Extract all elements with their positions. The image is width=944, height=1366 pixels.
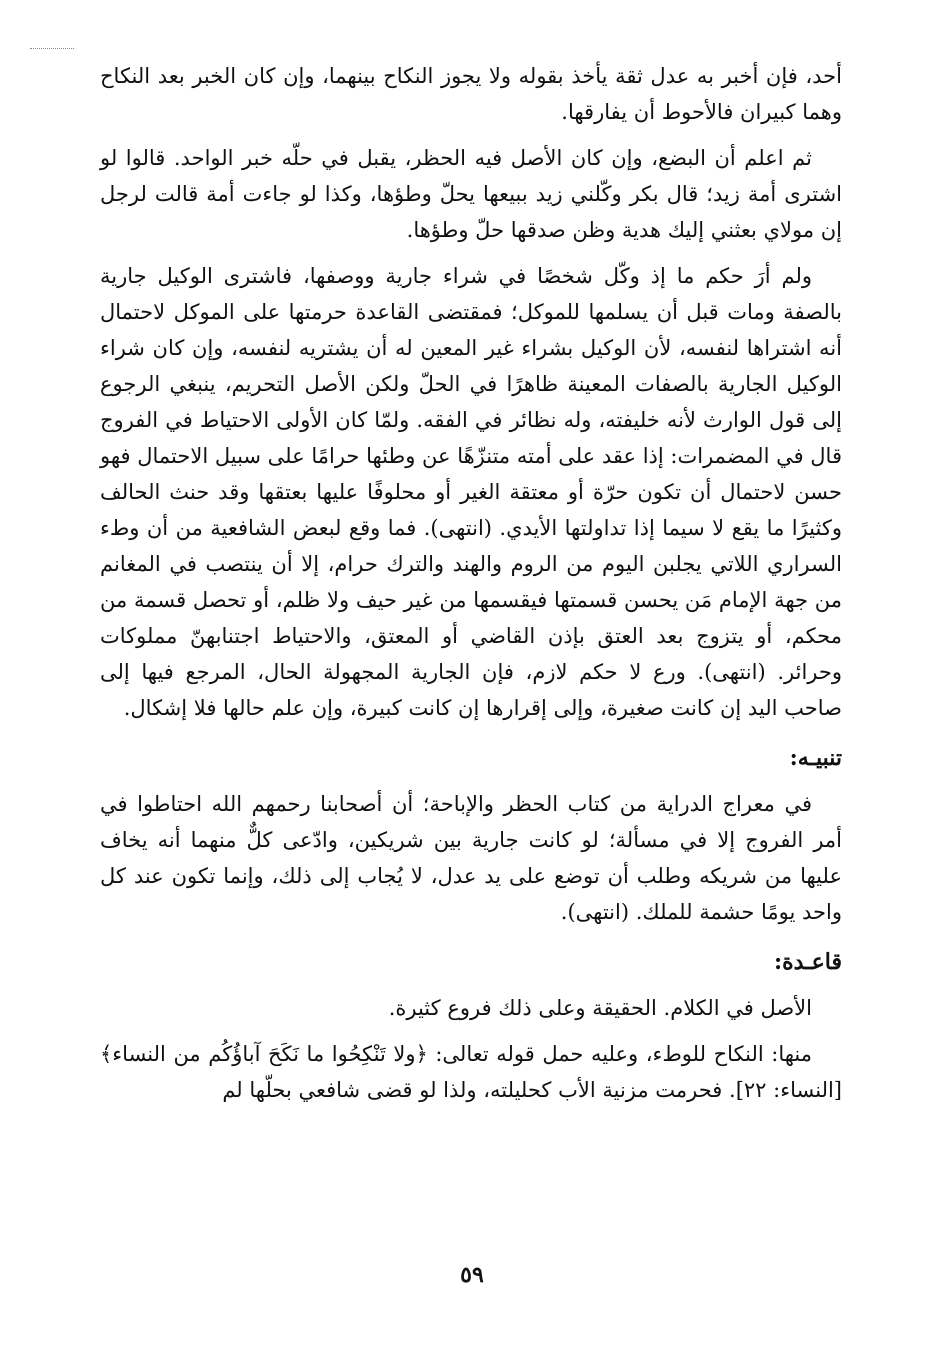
document-page [100,58,842,1118]
paragraph-qaida-branch: منها: النكاح للوطء، وعليه حمل قوله تعالى: ﴿ولا تَنْكِحُوا ما نَكَحَ آباؤُكُم من النساء﴾ [النساء: ٢٢]. فحرمت مزنية الأب كحليلته، ولذا لو قضى شافعي بحلّها لم [100,1042,842,1102]
paragraph-tanbih: في معراج الدراية من كتاب الحظر والإباحة؛ أن أصحابنا رحمهم الله احتاطوا في أمر الفروج إلا في مسألة؛ لو كانت جارية بين شريكين، وادّعى كلٌّ منهما أنه يخاف عليها من شريكه وطلب أن توضع على يد عدل، لا يُجاب إلى ذلك، وإنما تكون عند كل واحد يومًا حشمة للملك. (انتهى). [100,792,842,924]
page-number: ٥٩ [460,1262,484,1288]
scan-corner-mark [30,48,74,49]
paragraph-wakil: ولم أرَ حكم ما إذ وكّل شخصًا في شراء جارية ووصفها، فاشترى الوكيل جارية بالصفة ومات قبل أن يسلمها للموكل؛ فمقتضى القاعدة حرمتها على الموكل لاحتمال أنه اشتراها لنفسه، لأن الوكيل بشراء غير المعين له أن يشتريه لنفسه، وإن كان شراء الوكيل الجارية بالصفات المعينة ظاهرًا في الحلّ ولكن الأصل التحريم، ينبغي الرجوع إلى قول الوارث لأنه خليفته، وله نظائر في الفقه. ولمّا كان الأولى الاحتياط في الفروج قال في المضمرات: إذا عقد على أمته متنزّهًا عن وطئها حرامًا على سبيل الاحتمال فهو حسن لاحتمال أن تكون حرّة أو معتقة الغير أو محلوفًا عليها بعتقها وقد حنث الحالف وكثيرًا ما يقع لا سيما إذا تداولتها الأيدي. (انتهى). فما وقع لبعض الشافعية من أن وطء السراري اللاتي يجلبن اليوم من الروم والهند والترك حرام، إلا أن ينتصب في المغانم من جهة الإمام مَن يحسن قسمتها فيقسمها من غير حيف ولا ظلم، أو تحصل قسمة من محكم، أو يتزوج بعد العتق بإذن القاضي أو المعتق، والاحتياط اجتنابهنّ مملوكات وحرائر. (انتهى). ورع لا حكم لازم، فإن الجارية المجهولة الحال، المرجع فيها إلى صاحب اليد إن كانت صغيرة، وإلى إقرارها إن كانت كبيرة، وإن علم حالها فلا إشكال. [99,264,842,720]
heading-qaida: قاعـدة: [774,949,842,975]
heading-tanbih: تنبيـه: [789,745,842,771]
paragraph-continuation: أحد، فإن أخبر به عدل ثقة يأخذ بقوله ولا يجوز النكاح بينهما، وإن كان الخبر بعد النكاح وهما كبيران فالأحوط أن يفارقها. [100,64,842,124]
paragraph-qaida-rule: الأصل في الكلام. الحقيقة وعلى ذلك فروع كثيرة. [388,996,812,1020]
paragraph-bud: ثم اعلم أن البضع، وإن كان الأصل فيه الحظر، يقبل في حلّه خبر الواحد. قالوا لو اشترى أمة زيد؛ قال بكر وكّلني زيد ببيعها يحلّ وطؤها، وكذا لو جاءت أمة قالت لرجل إن مولاي بعثني إليك هدية وظن صدقها حلّ وطؤها. [100,146,842,242]
